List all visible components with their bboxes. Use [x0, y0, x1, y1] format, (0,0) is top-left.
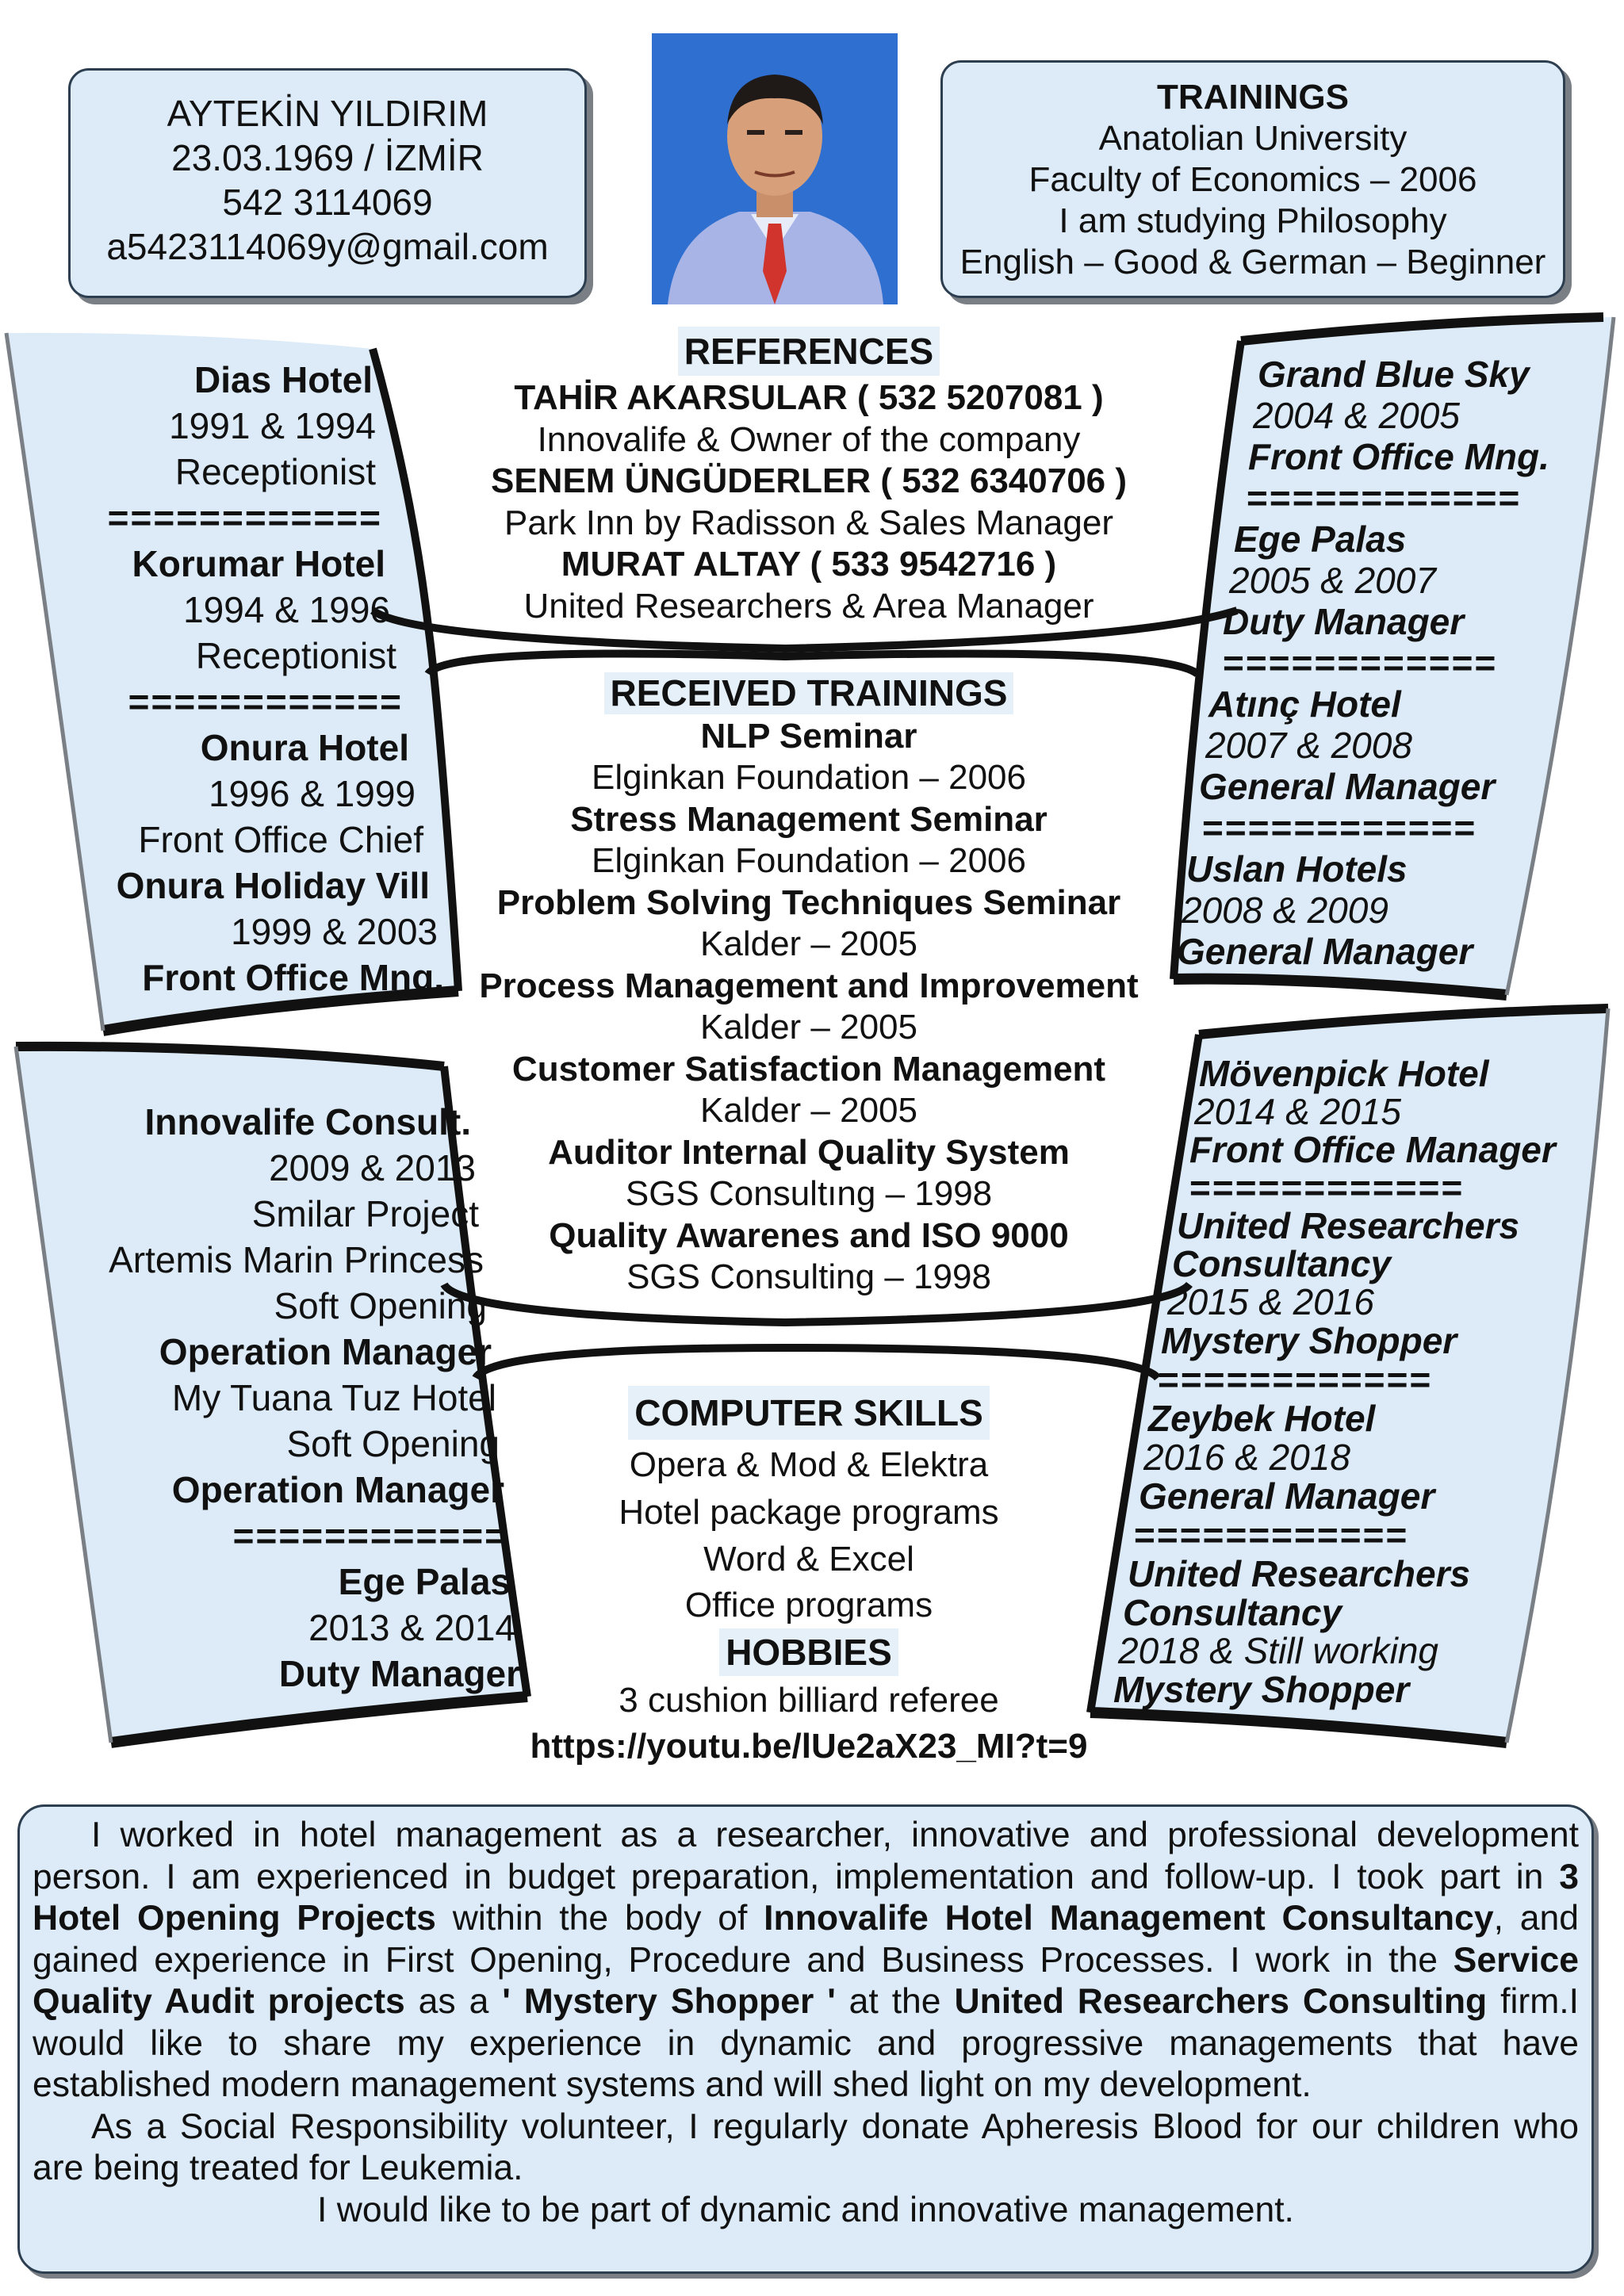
project-name: My Tuana Tuz Hotel	[171, 1377, 496, 1418]
hotel-name: Mövenpick Hotel	[1199, 1053, 1489, 1094]
skill-item: Hotel package programs	[619, 1493, 999, 1532]
company-name: Consultancy	[1172, 1243, 1392, 1284]
skill-item: Office programs	[684, 1586, 933, 1624]
candidate-name: AYTEKİN YILDIRIM	[167, 93, 488, 134]
separator: ============	[1247, 477, 1522, 519]
work-years: 2004 & 2005	[1253, 395, 1460, 436]
summary-text: , and gained experience in First Opening, Procedure and Business Processes. I work in the	[33, 1899, 1579, 1980]
received-trainings-heading: RECEIVED TRAININGS	[604, 672, 1014, 714]
summary-paragraph	[33, 1815, 1579, 2107]
reference-role: United Researchers & Area Manager	[523, 586, 1094, 626]
project-name: Smilar Project	[251, 1193, 479, 1234]
training-detail: Elginkan Foundation – 2006	[592, 758, 1026, 797]
company-name: Innovalife Consult.	[144, 1101, 471, 1142]
training-detail: SGS Consulting – 1998	[626, 1257, 991, 1296]
work-years: 2013 & 2014	[308, 1607, 515, 1648]
job-title: General Manager	[1199, 766, 1496, 807]
job-title: Receptionist	[174, 451, 376, 492]
training-detail: Elginkan Foundation – 2006	[592, 841, 1026, 880]
training-detail: SGS Consultıng – 1998	[625, 1174, 993, 1213]
training-detail: Kalder – 2005	[700, 1091, 917, 1130]
project-phase: Soft Opening	[274, 1285, 487, 1326]
training-title: Process Management and Improvement	[479, 966, 1139, 1005]
summary-box	[17, 1804, 1594, 2274]
references-section	[428, 327, 1189, 627]
skills-section	[428, 1386, 1189, 1770]
training-title: Customer Satisfaction Management	[511, 1049, 1106, 1089]
hobby-item: 3 cushion billiard referee	[619, 1681, 999, 1720]
hotel-name: Grand Blue Sky	[1258, 354, 1530, 395]
separator: ============	[232, 1515, 508, 1556]
separator: ============	[1223, 642, 1498, 683]
reference-role: Innovalife & Owner of the company	[537, 419, 1081, 459]
separator: ============	[1158, 1359, 1433, 1400]
received-trainings-section	[428, 672, 1189, 1299]
profile-photo	[652, 33, 898, 304]
training-detail: Kalder – 2005	[700, 924, 917, 963]
birth-info: 23.03.1969 / İZMİR	[171, 137, 484, 178]
hotel-name: Korumar Hotel	[132, 543, 385, 584]
job-title: General Manager	[1177, 931, 1473, 972]
work-years: 1999 & 2003	[231, 911, 438, 952]
education-line: Faculty of Economics – 2006	[1028, 160, 1477, 199]
summary-text: I worked in hotel management as a researcher, innovative and professional development person. I am experienced in budget preparation, implementation and follow-up. I took part in	[33, 1816, 1579, 1896]
summary-highlight: Innovalife Hotel Management Consultancy	[764, 1899, 1494, 1938]
separator: ============	[107, 497, 382, 538]
separator: ============	[1134, 1514, 1409, 1556]
contact-box	[68, 68, 587, 298]
project-name: Artemis Marin Princess	[109, 1239, 484, 1280]
job-title: Receptionist	[195, 635, 396, 676]
work-years: 1996 & 1999	[209, 773, 416, 814]
training-detail: Kalder – 2005	[700, 1008, 917, 1047]
separator: ============	[1189, 1167, 1465, 1208]
left-top-experience	[32, 357, 444, 1001]
references-heading: REFERENCES	[678, 327, 940, 376]
education-line: English – Good & German – Beginner	[959, 243, 1546, 281]
right-bottom-experience	[1110, 1054, 1602, 1709]
job-title: Front Office Mng.	[142, 957, 444, 998]
job-title: Operation Manager	[171, 1469, 504, 1510]
summary-paragraph: As a Social Responsibility volunteer, I regularly donate Apheresis Blood for our children who are being treated for Leukemia.	[33, 2107, 1579, 2187]
summary-highlight: United Researchers Consulting	[954, 1982, 1488, 2021]
summary-highlight: Service Quality Audit projects	[33, 1940, 1579, 2021]
job-title: Front Office Chief	[138, 819, 423, 860]
hobby-video-link[interactable]: https://youtu.be/lUe2aX23_MI?t=9	[530, 1727, 1088, 1766]
summary-text: as a	[404, 1982, 503, 2021]
hotel-name: Onura Hotel	[200, 727, 409, 768]
hotel-name: Atınç Hotel	[1208, 683, 1401, 725]
work-years: 2016 & 2018	[1143, 1437, 1350, 1478]
summary-highlight: ' Mystery Shopper '	[502, 1982, 836, 2021]
job-title: Front Office Manager	[1189, 1129, 1556, 1170]
hotel-name: Zeybek Hotel	[1148, 1398, 1376, 1439]
job-title: Mystery Shopper	[1161, 1320, 1457, 1361]
hotel-name: Ege Palas	[338, 1561, 511, 1602]
training-title: Stress Management Seminar	[570, 799, 1048, 839]
hotel-name: Onura Holiday Vill	[116, 865, 430, 906]
work-years: 2005 & 2007	[1229, 560, 1436, 601]
hotel-name: Uslan Hotels	[1186, 848, 1408, 890]
summary-text: at the	[835, 1982, 955, 2021]
reference-name: MURAT ALTAY ( 533 9542716 )	[561, 545, 1057, 584]
left-bottom-experience	[32, 1099, 523, 1697]
job-title: Operation Manager	[159, 1331, 492, 1372]
trainings-top-curve	[428, 653, 1197, 674]
skill-item: Opera & Mod & Elektra	[629, 1445, 989, 1484]
job-title: Mystery Shopper	[1113, 1669, 1410, 1710]
education-title: TRAININGS	[1157, 78, 1349, 117]
person-portrait	[652, 33, 898, 304]
education-line: I am studying Philosophy	[1059, 201, 1447, 240]
right-top-experience	[1174, 354, 1602, 972]
training-title: Auditor Internal Quality System	[548, 1132, 1070, 1172]
reference-name: SENEM ÜNGÜDERLER ( 532 6340706 )	[490, 461, 1128, 500]
training-title: NLP Seminar	[700, 716, 917, 756]
reference-role: Park Inn by Radisson & Sales Manager	[504, 503, 1113, 542]
summary-text: within the body of	[435, 1899, 764, 1938]
computer-skills-heading: COMPUTER SKILLS	[628, 1386, 990, 1440]
hotel-name: Dias Hotel	[194, 359, 373, 400]
training-title: Problem Solving Techniques Seminar	[496, 882, 1121, 922]
summary-closing: I would like to be part of dynamic and innovative management.	[317, 2190, 1294, 2229]
hotel-name: Ege Palas	[1234, 519, 1407, 560]
job-title: Front Office Mng.	[1248, 436, 1549, 477]
work-years: 2018 & Still working	[1118, 1630, 1438, 1671]
work-years: 2008 & 2009	[1182, 890, 1388, 931]
company-name: United Researchers	[1177, 1205, 1520, 1246]
job-title: General Manager	[1139, 1475, 1435, 1517]
separator: ============	[1202, 807, 1477, 848]
reference-name: TAHİR AKARSULAR ( 532 5207081 )	[514, 378, 1104, 417]
summary-highlight: 3 Hotel Opening Projects	[33, 1857, 1579, 1938]
work-years: 2009 & 2013	[269, 1147, 476, 1188]
work-years: 1991 & 1994	[169, 405, 376, 446]
email-address[interactable]: a5423114069y@gmail.com	[106, 226, 549, 267]
education-box	[940, 60, 1565, 298]
job-title: Duty Manager	[278, 1653, 520, 1694]
training-title: Quality Awarenes and ISO 9000	[549, 1215, 1069, 1255]
education-line: Anatolian University	[1098, 119, 1408, 158]
skills-top-curve	[476, 1348, 1158, 1378]
work-years: 1994 & 1996	[183, 589, 390, 630]
hobbies-heading: HOBBIES	[719, 1628, 898, 1676]
work-years: 2014 & 2015	[1194, 1091, 1401, 1132]
company-name: United Researchers	[1128, 1553, 1471, 1594]
work-years: 2015 & 2016	[1167, 1281, 1374, 1322]
phone-number: 542 3114069	[222, 182, 433, 223]
project-phase: Soft Opening	[286, 1423, 500, 1464]
summary-text: firm.I would like to share my experience in dynamic and progressive managements that have established modern management systems and will shed light on my development.	[33, 1982, 1579, 2104]
skill-item: Word & Excel	[703, 1540, 914, 1578]
company-name: Consultancy	[1123, 1592, 1342, 1633]
work-years: 2007 & 2008	[1205, 725, 1412, 766]
separator: ============	[128, 681, 403, 722]
job-title: Duty Manager	[1223, 601, 1465, 642]
